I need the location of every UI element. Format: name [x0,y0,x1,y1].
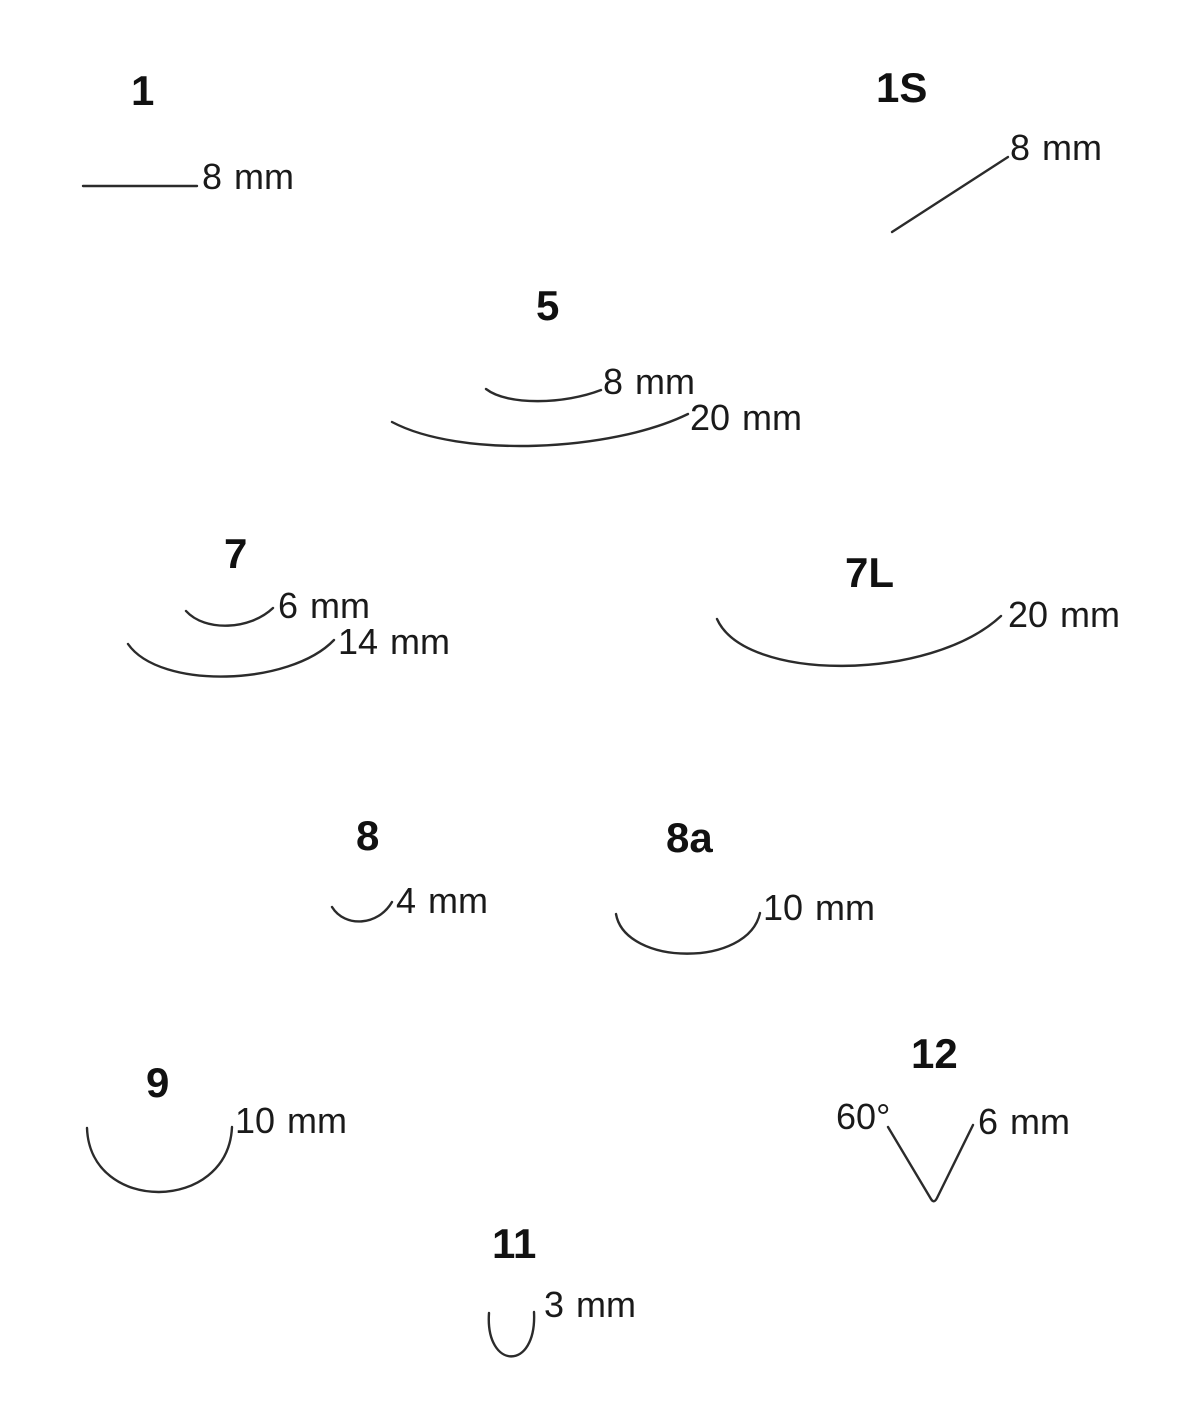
profile-7-curve-14mm [128,640,334,677]
profile-1s-skew-line [892,157,1008,232]
profile-12-vee-line [888,1125,973,1201]
profile-9-size-label: 10 mm [235,1100,348,1141]
profile-8a-size-label: 10 mm [763,887,876,928]
profile-12-size-label: 6 mm [978,1101,1070,1142]
profile-11-u-curve [489,1312,534,1356]
profile-12-number: 12 [911,1030,958,1077]
profile-8-curve-4mm [332,902,392,921]
profile-7-curve-6mm [186,608,273,626]
profile-11-size-label: 3 mm [544,1284,636,1325]
profile-7l-number: 7L [845,549,895,596]
profile-5-size-label-1: 8 mm [603,361,695,402]
profile-1s-size-label: 8 mm [1010,127,1102,168]
profile-5-curve-8mm [486,389,601,401]
profile-8-size-label: 4 mm [396,880,488,921]
profile-5-number: 5 [536,282,560,329]
profile-1s-number: 1S [876,64,928,111]
profile-1-number: 1 [131,67,155,114]
profile-8a-number: 8a [666,814,713,861]
profile-7l-size-label: 20 mm [1008,594,1121,635]
profile-8-number: 8 [356,812,380,859]
profile-7-number: 7 [224,530,248,577]
profile-8a-curve-10mm [616,913,760,954]
profile-11-number: 11 [492,1220,537,1267]
profile-7l-curve-20mm [717,616,1001,666]
profile-7-size-label-1: 6 mm [278,585,370,626]
profile-1-size-label: 8 mm [202,156,294,197]
profile-12-angle-label: 60° [836,1096,891,1137]
profile-7-size-label-2: 14 mm [338,621,451,662]
profile-9-number: 9 [146,1059,170,1106]
profile-5-curve-20mm [392,414,688,446]
profile-5-size-label-2: 20 mm [690,397,803,438]
profile-9-curve-10mm [87,1127,232,1192]
